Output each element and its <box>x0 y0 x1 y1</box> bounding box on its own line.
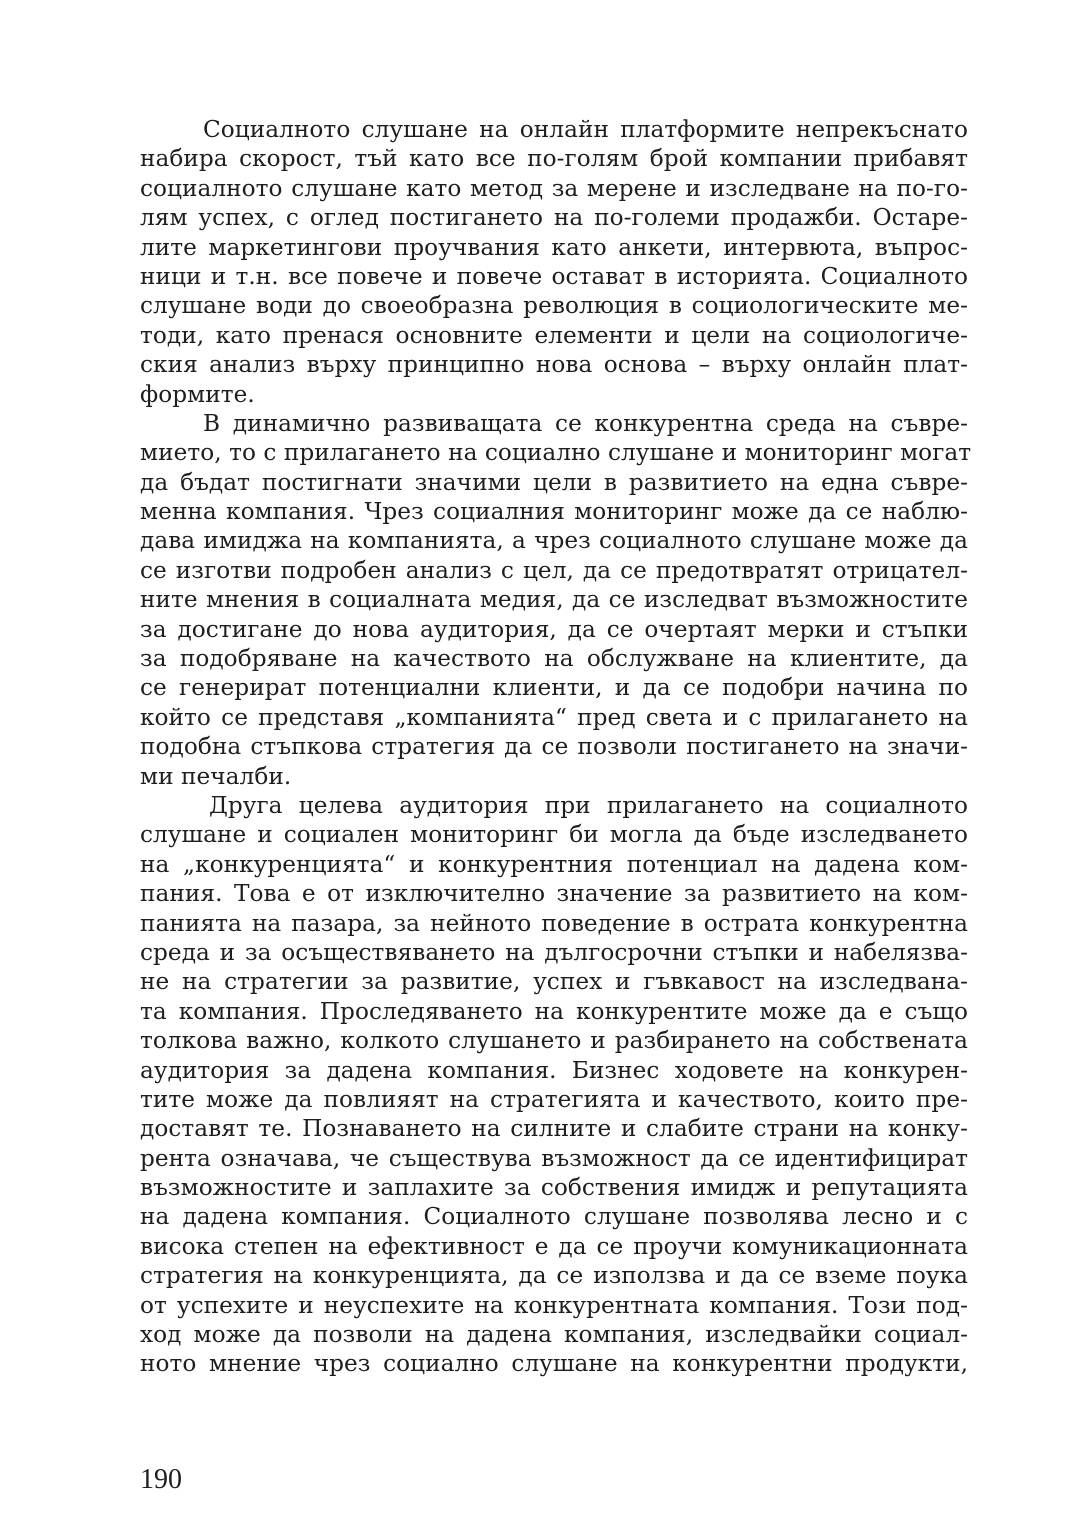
text-line: В динамично развиващата се конкурентна среда на съвре- <box>203 409 968 437</box>
text-line: за достигане до нова аудитория, да се очертаят мерки и стъпки <box>140 615 968 643</box>
text-line: да бъдат постигнати значими цели в развитието на една съвре- <box>140 468 968 496</box>
paragraph-3 <box>140 791 968 1379</box>
text-line: възможностите и заплахите за собствения имидж и репутацията <box>140 1174 968 1202</box>
text-line: на дадена компания. Социалното слушане позволява лесно и с <box>140 1203 968 1231</box>
text-line: пания. Това е от изключително значение за развитието на ком- <box>140 880 968 908</box>
text-line: доставят те. Познаването на силните и слабите страни на конку- <box>140 1115 968 1143</box>
text-line: рента означава, че съществува възможност да се идентифицират <box>140 1144 968 1172</box>
text-line: лям успех, с оглед постигането на по-големи продажби. Остаре- <box>140 204 968 232</box>
text-line: панията на пазара, за нейното поведение в острата конкурентна <box>140 909 968 937</box>
text-line: та компания. Проследяването на конкурентите може да е също <box>140 997 968 1025</box>
text-line: ното мнение чрез социално слушане на конкурентни продукти, <box>140 1350 968 1378</box>
text-line: среда и за осъществяването на дългосрочни стъпки и набелязва- <box>140 938 968 966</box>
text-line: дава имиджа на компанията, а чрез социалното слушане може да <box>140 527 968 555</box>
paragraph-1 <box>140 115 968 409</box>
text-line: ския анализ върху принципно нова основа – върху онлайн плат- <box>140 351 968 379</box>
text-line: тите може да повлияят на стратегията и качеството, които пре- <box>140 1085 968 1113</box>
text-line: мието, то с прилагането на социално слушане и мониторинг могат <box>140 439 972 467</box>
text-line: ход може да позволи на дадена компания, изследвайки социал- <box>140 1321 968 1349</box>
text-line: се изготви подробен анализ с цел, да се предотвратят отрицател- <box>140 556 968 584</box>
body-text <box>140 115 972 1379</box>
text-line: слушане води до своеобразна революция в социологическите ме- <box>140 292 968 320</box>
text-line: ните мнения в социалната медия, да се изследват възможностите <box>140 586 968 614</box>
text-line: се генерират потенциални клиенти, и да се подобри начина по <box>140 674 968 702</box>
text-line: висока степен на ефективност е да се проучи комуникационната <box>140 1232 968 1260</box>
text-line: стратегия на конкуренцията, да се използва и да се вземе поука <box>140 1262 968 1290</box>
text-line: не на стратегии за развитие, успех и гъвкавост на изследвана- <box>140 968 968 996</box>
text-line: менна компания. Чрез социалния мониторинг може да се наблю- <box>140 498 968 526</box>
text-line: за подобряване на качеството на обслужване на клиентите, да <box>140 645 968 673</box>
text-line: подобна стъпкова стратегия да се позволи постигането на значи- <box>140 733 968 761</box>
text-line: който се представя „компанията“ пред света и с прилагането на <box>140 703 968 731</box>
page-number: 190 <box>140 1464 182 1495</box>
text-line: слушане и социален мониторинг би могла да бъде изследването <box>140 821 968 849</box>
text-line: аудитория за дадена компания. Бизнес ходовете на конкурен- <box>140 1056 968 1084</box>
paragraph-2 <box>140 409 972 791</box>
text-line: тоди, като пренася основните елементи и цели на социологиче- <box>140 321 968 349</box>
text-line: формите. <box>140 380 255 408</box>
text-line: от успехите и неуспехите на конкурентната компания. Този под- <box>140 1291 968 1319</box>
text-line: набира скорост, тъй като все по-голям брой компании прибавят <box>140 145 968 173</box>
text-line: на „конкуренцията“ и конкурентния потенциал на дадена ком- <box>140 850 968 878</box>
text-line: толкова важно, колкото слушането и разбирането на собствената <box>140 1027 968 1055</box>
text-line: ми печалби. <box>140 762 292 790</box>
text-line: лите маркетингови проучвания като анкети, интервюта, въпрос- <box>140 233 968 261</box>
text-line: социалното слушане като метод за мерене и изследване на по-го- <box>140 174 968 202</box>
text-line: Друга целева аудитория при прилагането на социалното <box>209 791 968 819</box>
text-line: Социалното слушане на онлайн платформите непрекъснато <box>203 116 968 143</box>
text-line: ници и т.н. все повече и повече остават в историята. Социалното <box>140 262 968 290</box>
